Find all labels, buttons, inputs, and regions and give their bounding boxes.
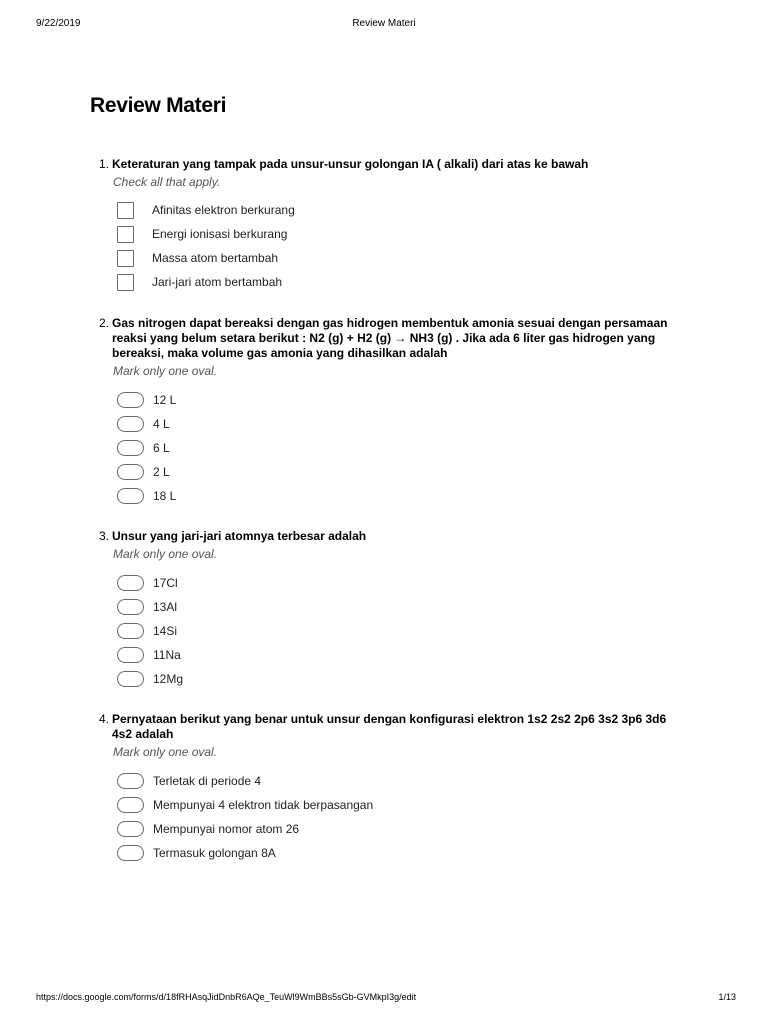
- print-footer: [0, 992, 768, 1006]
- option[interactable]: [117, 769, 679, 793]
- option-label: 14Si: [153, 624, 178, 638]
- radio-oval[interactable]: [117, 392, 144, 408]
- option-label: Massa atom bertambah: [152, 251, 279, 265]
- options-list: [117, 769, 679, 865]
- option-label: 2 L: [153, 465, 170, 479]
- checkbox[interactable]: [117, 202, 134, 219]
- option[interactable]: [117, 436, 679, 460]
- question-number: 4.: [99, 712, 110, 726]
- question-2: [99, 316, 679, 508]
- question-text: Gas nitrogen dapat bereaksi dengan gas hidrogen membentuk amonia sesuai dengan persamaan reaksi yang belum setara berikut : N2 (g) + H2 (g) → NH3 (g) . Jika ada 6 liter gas hidrogen yang bereaksi, maka volume gas amonia yang dihasilkan adalah: [112, 316, 668, 360]
- option[interactable]: [117, 198, 679, 222]
- radio-oval[interactable]: [117, 845, 144, 861]
- radio-oval[interactable]: [117, 671, 144, 687]
- radio-oval[interactable]: [117, 464, 144, 480]
- option-label: 12Mg: [153, 672, 184, 686]
- option-label: Jari-jari atom bertambah: [152, 275, 283, 289]
- form-title: Review Materi: [90, 94, 227, 117]
- print-date: 9/22/2019: [36, 18, 81, 29]
- options-list: [117, 198, 679, 294]
- print-header: [0, 18, 768, 32]
- radio-oval[interactable]: [117, 773, 144, 789]
- options-list: [117, 571, 679, 691]
- question-3: [99, 529, 679, 691]
- question-text: Unsur yang jari-jari atomnya terbesar adalah: [112, 529, 367, 543]
- option-label: Terletak di periode 4: [153, 774, 262, 788]
- question-1: [99, 157, 679, 294]
- option-label: Energi ionisasi berkurang: [152, 227, 288, 241]
- option-label: 6 L: [153, 441, 170, 455]
- option-label: 4 L: [153, 417, 170, 431]
- page-url: https://docs.google.com/forms/d/18fRHAsqJidDnbR6AQe_TeuWl9WmBBs5sGb-GVMkpI3g/edit: [36, 992, 417, 1002]
- checkbox[interactable]: [117, 274, 134, 291]
- option[interactable]: [117, 484, 679, 508]
- radio-oval[interactable]: [117, 599, 144, 615]
- option[interactable]: [117, 388, 679, 412]
- option[interactable]: [117, 270, 679, 294]
- radio-oval[interactable]: [117, 623, 144, 639]
- option[interactable]: [117, 460, 679, 484]
- option[interactable]: [117, 222, 679, 246]
- option-label: 18 L: [153, 489, 177, 503]
- options-list: [117, 388, 679, 508]
- question-text: Pernyataan berikut yang benar untuk unsur dengan konfigurasi elektron 1s2 2s2 2p6 3s2 3p6 3d6 4s2 adalah: [112, 712, 667, 741]
- option[interactable]: [117, 619, 679, 643]
- radio-oval[interactable]: [117, 488, 144, 504]
- option-label: 17Cl: [153, 576, 178, 590]
- option[interactable]: [117, 667, 679, 691]
- question-instruction: Check all that apply.: [113, 175, 221, 189]
- option[interactable]: [117, 595, 679, 619]
- option-label: Termasuk golongan 8A: [153, 846, 276, 860]
- option-label: 13Al: [153, 600, 178, 614]
- radio-oval[interactable]: [117, 440, 144, 456]
- option[interactable]: [117, 412, 679, 436]
- question-number: 1.: [99, 157, 110, 171]
- radio-oval[interactable]: [117, 797, 144, 813]
- option-label: Afinitas elektron berkurang: [152, 203, 295, 217]
- page-number: 1/13: [718, 992, 736, 1002]
- question-instruction: Mark only one oval.: [113, 745, 218, 759]
- option[interactable]: [117, 571, 679, 595]
- radio-oval[interactable]: [117, 821, 144, 837]
- question-instruction: Mark only one oval.: [113, 364, 218, 378]
- option-label: 11Na: [153, 648, 181, 662]
- option-label: Mempunyai nomor atom 26: [153, 822, 300, 836]
- radio-oval[interactable]: [117, 575, 144, 591]
- option-label: 12 L: [153, 393, 177, 407]
- option-label: Mempunyai 4 elektron tidak berpasangan: [153, 798, 374, 812]
- option[interactable]: [117, 793, 679, 817]
- checkbox[interactable]: [117, 250, 134, 267]
- option[interactable]: [117, 841, 679, 865]
- checkbox[interactable]: [117, 226, 134, 243]
- question-text: Keteraturan yang tampak pada unsur-unsur golongan IA ( alkali) dari atas ke bawah: [112, 157, 589, 171]
- question-instruction: Mark only one oval.: [113, 547, 218, 561]
- question-4: [99, 712, 679, 865]
- radio-oval[interactable]: [117, 416, 144, 432]
- option[interactable]: [117, 246, 679, 270]
- option[interactable]: [117, 643, 679, 667]
- option[interactable]: [117, 817, 679, 841]
- print-title: Review Materi: [352, 18, 416, 29]
- radio-oval[interactable]: [117, 647, 144, 663]
- question-number: 2.: [99, 316, 110, 330]
- question-number: 3.: [99, 529, 110, 543]
